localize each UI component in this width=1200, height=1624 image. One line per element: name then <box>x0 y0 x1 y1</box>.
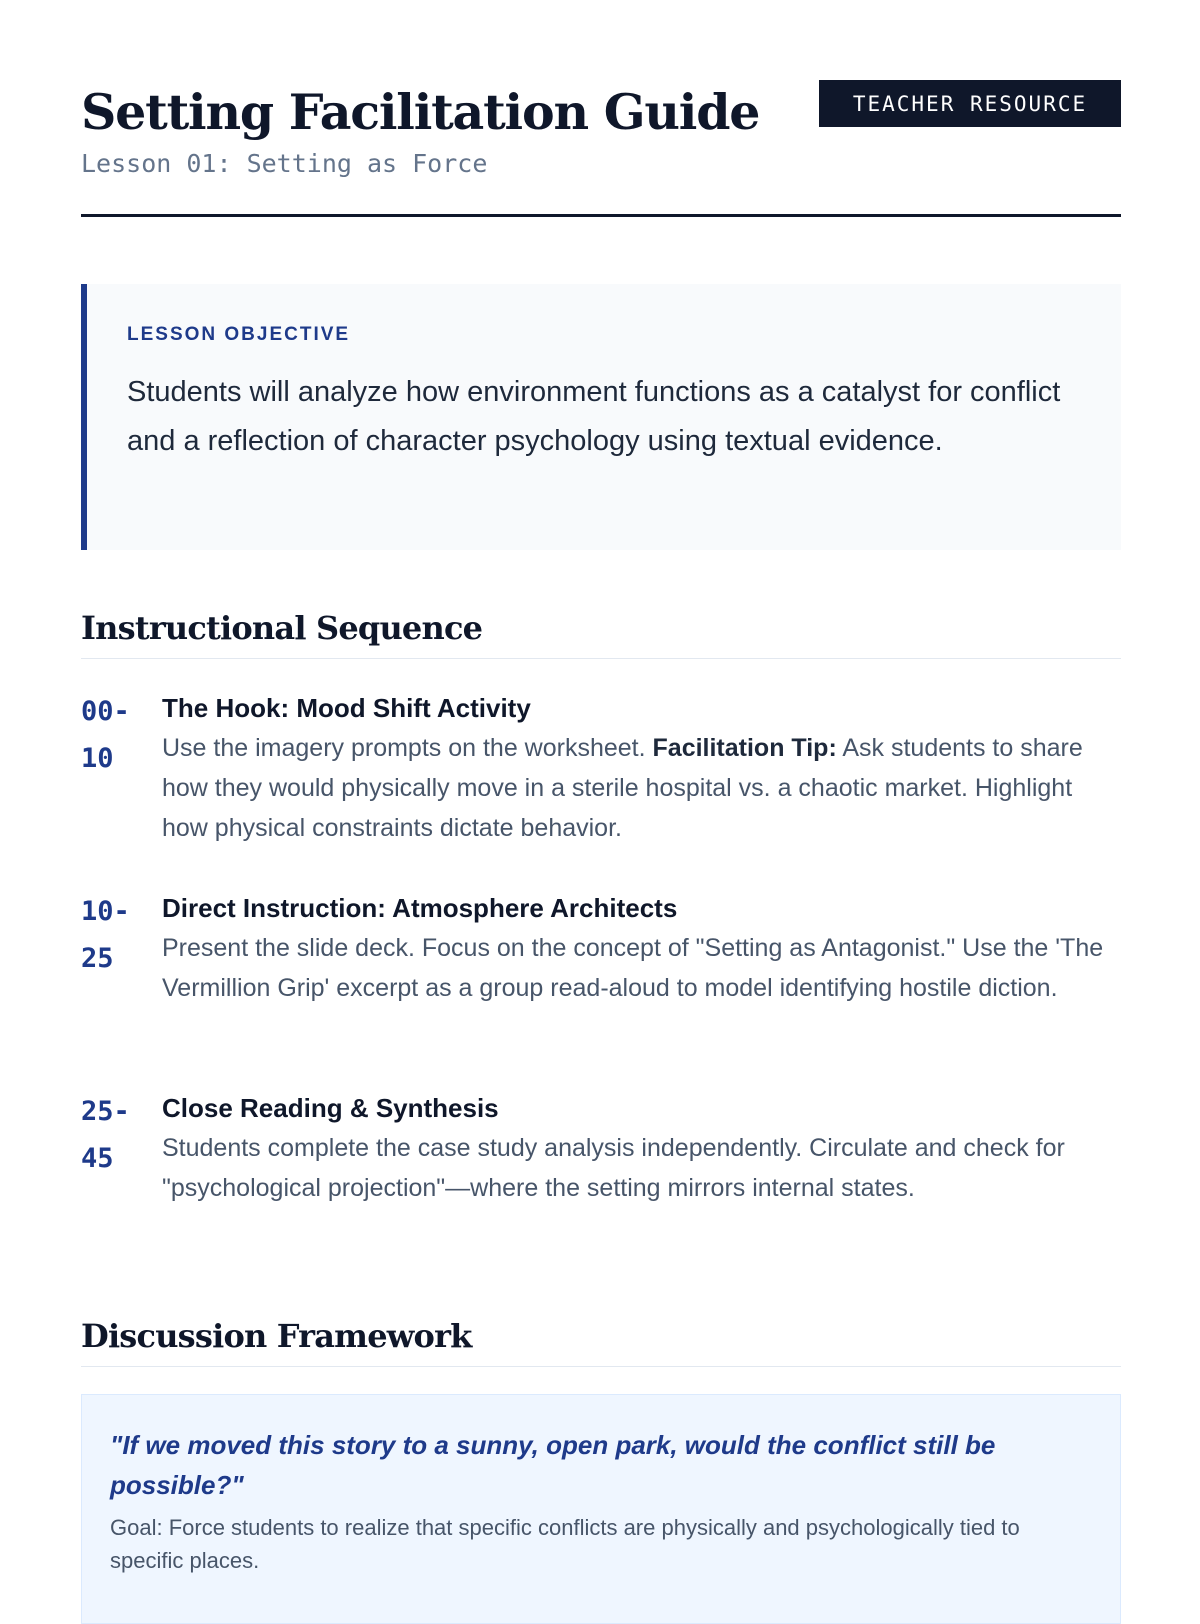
facilitation-tip-label: Facilitation Tip: <box>652 734 837 762</box>
step-time-range: 10-25 <box>81 896 130 974</box>
step-body <box>162 688 1121 848</box>
step-description: Students complete the case study analysis independently. Circulate and check for "psychological projection"—where the setting mirrors internal states. <box>162 1134 1065 1202</box>
lesson-objective-card <box>81 284 1121 550</box>
teacher-resource-badge: TEACHER RESOURCE <box>819 80 1121 127</box>
objective-text: Students will analyze how environment functions as a catalyst for conflict and a reflection of character psychology using textual evidence. <box>127 376 1061 457</box>
step-heading: The Hook: Mood Shift Activity <box>162 693 531 723</box>
discussion-question-card <box>81 1394 1121 1624</box>
step-time-range: 25-45 <box>81 1096 130 1174</box>
step-description: Present the slide deck. Focus on the concept of "Setting as Antagonist." Use the 'The Vermillion Grip' excerpt as a group read-aloud to model identifying hostile diction. <box>162 934 1104 1002</box>
instructional-steps-list <box>81 688 1121 1288</box>
facilitation-tip-text: Ask students to share how they would physically move in a sterile hospital vs. a chaotic market. Highlight how physical constraints dictate behavior. <box>162 734 1083 842</box>
instructional-sequence-title: Instructional Sequence <box>81 609 483 647</box>
objective-label: LESSON OBJECTIVE <box>127 324 351 345</box>
discussion-framework-title: Discussion Framework <box>81 1317 472 1355</box>
lesson-subtitle: Lesson 01: Setting as Force <box>81 149 488 178</box>
step-time-range: 00-10 <box>81 696 130 774</box>
step-body <box>162 888 1121 1008</box>
discussion-divider <box>81 1366 1121 1367</box>
step-heading: Direct Instruction: Atmosphere Architects <box>162 893 678 923</box>
step-description <box>162 728 1121 848</box>
discussion-question: "If we moved this story to a sunny, open park, would the conflict still be possible?" <box>110 1430 996 1500</box>
page-header <box>81 80 1121 216</box>
sequence-divider <box>81 658 1121 659</box>
header-divider <box>81 214 1121 217</box>
step-heading: Close Reading & Synthesis <box>162 1093 499 1123</box>
sequence-step <box>81 1088 1121 1288</box>
discussion-goal: Goal: Force students to realize that specific conflicts are physically and psychologically tied to specific places. <box>110 1515 1020 1573</box>
sequence-step <box>81 888 1121 1088</box>
sequence-step <box>81 688 1121 888</box>
page-title: Setting Facilitation Guide <box>81 83 760 141</box>
step-body <box>162 1088 1121 1208</box>
step-description-intro: Use the imagery prompts on the worksheet. <box>162 734 653 762</box>
